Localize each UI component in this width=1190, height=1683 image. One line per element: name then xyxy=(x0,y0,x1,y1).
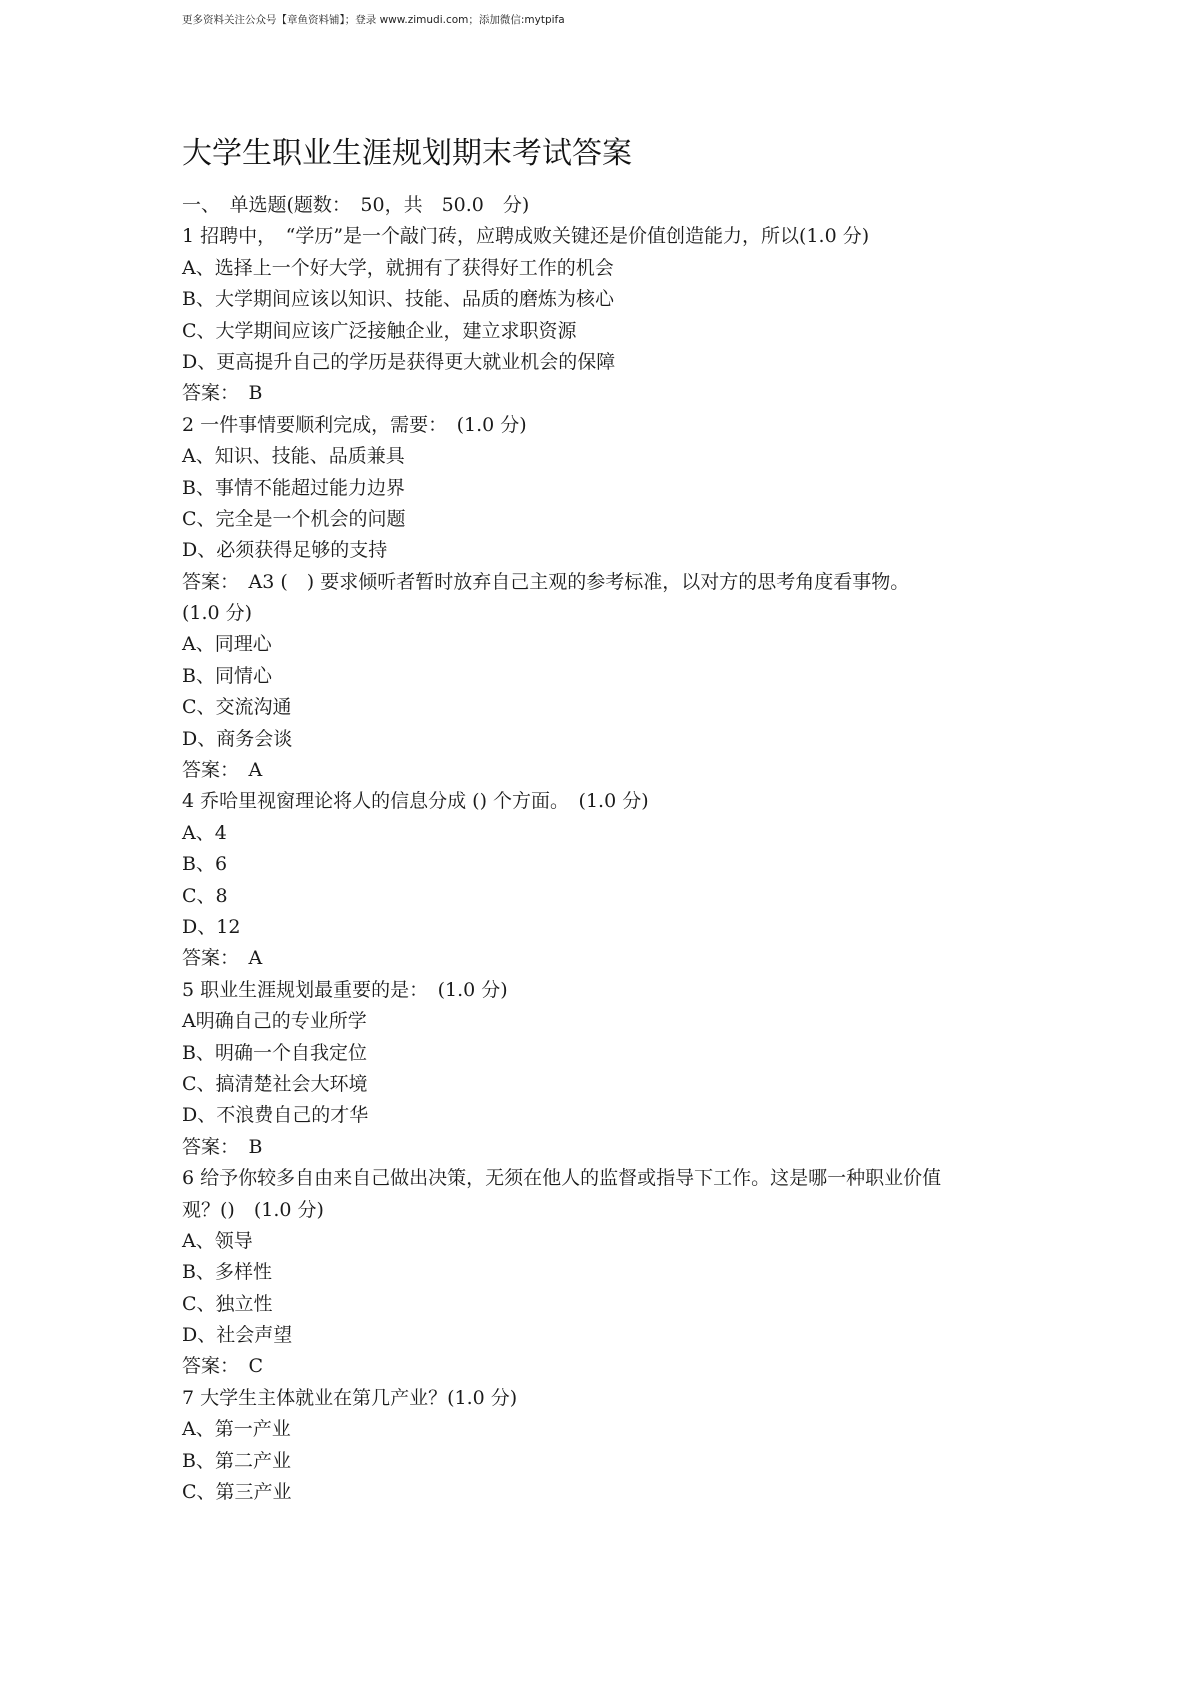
document-body xyxy=(182,190,1042,1508)
option-line: A明确自己的专业所学 xyxy=(182,1010,367,1033)
option-line: D、12 xyxy=(182,915,241,938)
option-line: C、交流沟通 xyxy=(182,696,292,719)
question-1: 1 招聘中， “学历”是一个敲门砖，应聘成败关键还是价值创造能力，所以(1.0 分) xyxy=(182,225,870,248)
answer-line: 答案： A xyxy=(182,947,263,970)
question-6: 6 给予你较多自由来自己做出决策，无须在他人的监督或指导下工作。这是哪一种职业价值 xyxy=(182,1167,942,1190)
option-line: B、多样性 xyxy=(182,1261,272,1284)
question-4: 4 乔哈里视窗理论将人的信息分成 () 个方面。 (1.0 分) xyxy=(182,790,649,813)
answer-line: 答案： B xyxy=(182,382,263,405)
option-line: D、必须获得足够的支持 xyxy=(182,539,388,562)
answer-line: 答案： A xyxy=(182,759,263,782)
option-line: A、同理心 xyxy=(182,633,272,656)
document-title: 大学生职业生涯规划期末考试答案 xyxy=(182,136,632,171)
option-line: C、大学期间应该广泛接触企业，建立求职资源 xyxy=(182,319,577,342)
option-line: A、第一产业 xyxy=(182,1418,291,1441)
answer-line: 答案： B xyxy=(182,1135,263,1158)
option-line: B、6 xyxy=(182,853,228,876)
option-line: B、第二产业 xyxy=(182,1449,291,1472)
option-line: D、更高提升自己的学历是获得更大就业机会的保障 xyxy=(182,350,616,373)
section-heading: 一、 单选题(题数： 50，共 50.0 分) xyxy=(182,194,530,216)
option-line: B、事情不能超过能力边界 xyxy=(182,476,405,499)
answer-line: 答案： C xyxy=(182,1355,264,1378)
question-6-continued: 观？() (1.0 分) xyxy=(182,1198,324,1221)
option-line: B、明确一个自我定位 xyxy=(182,1041,367,1064)
question-7: 7 大学生主体就业在第几产业？(1.0 分) xyxy=(182,1386,518,1409)
header-note: 更多资料关注公众号【章鱼资料铺】；登录 www.zimudi.com；添加微信:mytpifa xyxy=(182,14,565,26)
question-3-score: (1.0 分) xyxy=(182,602,253,625)
option-line: C、独立性 xyxy=(182,1292,273,1315)
option-line: C、搞清楚社会大环境 xyxy=(182,1072,368,1095)
option-line: D、不浪费自己的才华 xyxy=(182,1104,369,1127)
option-line: A、4 xyxy=(182,821,227,844)
option-line: B、大学期间应该以知识、技能、品质的磨炼为核心 xyxy=(182,288,614,311)
option-line: D、商务会谈 xyxy=(182,727,293,750)
option-line: A、领导 xyxy=(182,1229,253,1252)
answer-line: 答案： A3 ( ) 要求倾听者暂时放弃自己主观的参考标准，以对方的思考角度看事物。 xyxy=(182,570,910,593)
option-line: B、同情心 xyxy=(182,664,272,687)
option-line: C、8 xyxy=(182,884,228,907)
option-line: C、第三产业 xyxy=(182,1481,292,1504)
option-line: C、完全是一个机会的问题 xyxy=(182,507,406,530)
question-5: 5 职业生涯规划最重要的是： (1.0 分) xyxy=(182,978,508,1001)
option-line: A、知识、技能、品质兼具 xyxy=(182,445,405,468)
option-line: A、选择上一个好大学，就拥有了获得好工作的机会 xyxy=(182,256,614,279)
option-line: D、社会声望 xyxy=(182,1324,293,1347)
question-2: 2 一件事情要顺利完成，需要： (1.0 分) xyxy=(182,413,527,436)
